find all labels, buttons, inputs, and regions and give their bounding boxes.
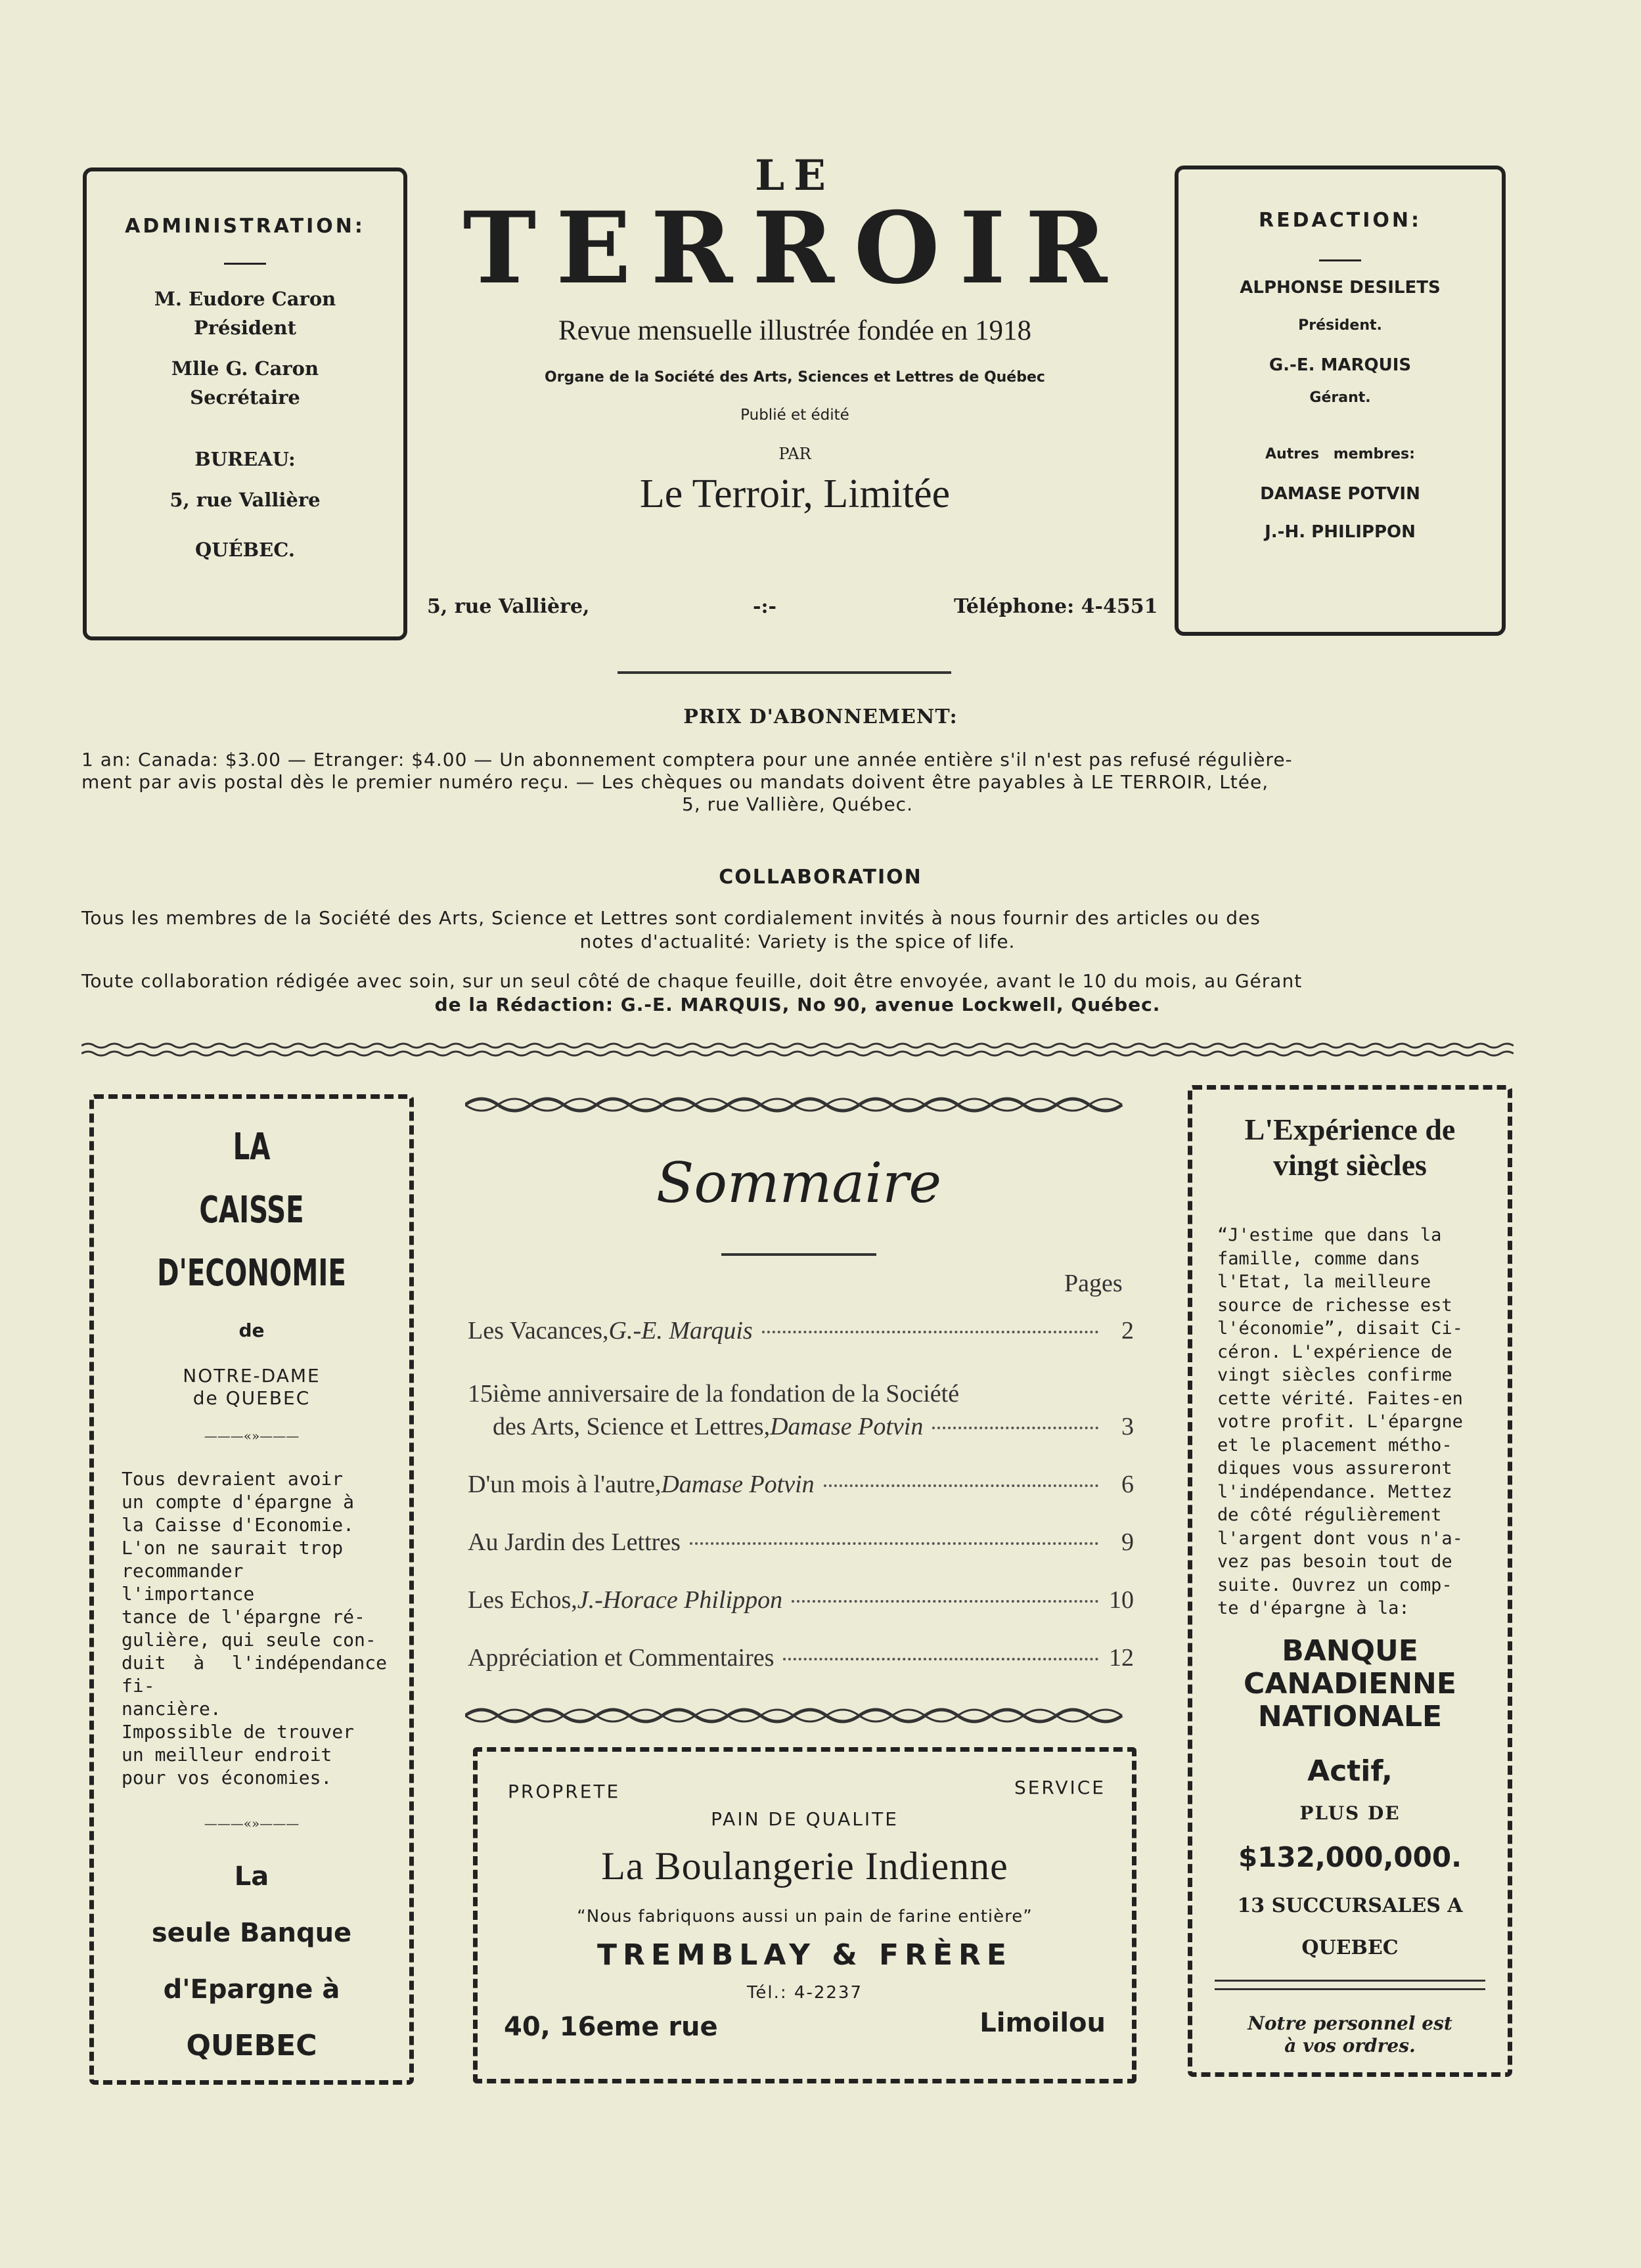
banque-line: vingt siècles confirme — [1217, 1365, 1452, 1385]
banque-rule — [1215, 1980, 1485, 1990]
toc-entry — [468, 1316, 1134, 1345]
section-divider — [81, 1042, 1514, 1061]
boulangerie-city: Limoilou — [979, 2008, 1106, 2038]
admin-name-2: Mlle G. Caron — [171, 357, 319, 380]
banque-line: l'argent dont vous n'a- — [1217, 1528, 1463, 1549]
caisse-line: Impossible de trouver — [122, 1721, 355, 1743]
caisse-title-economie: D'ECONOMIE — [157, 1252, 346, 1295]
banque-line: vez pas besoin tout de — [1217, 1551, 1452, 1572]
masthead — [420, 151, 1169, 637]
collaboration-heading: COLLABORATION — [719, 866, 922, 889]
toc-entry — [468, 1643, 1134, 1672]
toc-title: Les Vacances, — [468, 1317, 609, 1345]
toc-page: 10 — [1109, 1586, 1134, 1614]
banque-succursales: 13 SUCCURSALES A — [1237, 1894, 1463, 1917]
collaboration-line-1: Tous les membres de la Société des Arts, Science et Lettres sont cordialement invités à nous fournir des articles ou des — [81, 907, 1261, 929]
header-rule — [618, 671, 951, 674]
sommaire-rule — [721, 1253, 876, 1256]
toc-title: Les Echos, — [468, 1586, 577, 1614]
bureau-address: 5, rue Vallière — [169, 489, 321, 511]
collaboration-line-2: notes d'actualité: Variety is the spice of life. — [579, 931, 1016, 952]
banque-name-1: BANQUE — [1282, 1634, 1418, 1668]
redaction-heading: REDACTION: — [1259, 209, 1422, 232]
chain-ornament — [465, 1093, 1133, 1117]
abonnement-line-2: ment par avis postal dès le premier numéro reçu. — Les chèques ou mandats doivent être payables à LE TERROIR, Ltée, — [81, 771, 1269, 793]
banque-line: votre profit. L'épargne — [1217, 1412, 1463, 1432]
masthead-address-line — [427, 595, 1163, 628]
redaction-role-2: Gérant. — [1309, 389, 1371, 406]
toc-title: 15ième anniversaire de la fondation de la Société — [468, 1380, 960, 1408]
caisse-line: L'on ne saurait trop — [122, 1537, 344, 1559]
redaction-name-3: DAMASE POTVIN — [1260, 484, 1420, 504]
masthead-par: PAR — [778, 445, 811, 463]
admin-name-1: M. Eudore Caron — [154, 288, 336, 310]
masthead-publisher: Le Terroir, Limitée — [639, 472, 951, 516]
collaboration-line-3: Toute collaboration rédigée avec soin, sur un seul côté de chaque feuille, doit être envoyée, avant le 10 du mois, au Gérant — [81, 970, 1303, 992]
banque-line: l'économie”, disait Ci- — [1217, 1318, 1463, 1339]
boulangerie-ad — [473, 1747, 1136, 2083]
banque-line: famille, comme dans — [1217, 1248, 1420, 1269]
caisse-la: La — [234, 1861, 269, 1892]
caisse-line: duit à l'indépendance fi- — [122, 1652, 387, 1697]
collaboration-line-4: de la Rédaction: G.-E. MARQUIS, No 90, avenue Lockwell, Québec. — [434, 994, 1161, 1015]
redaction-role-1: Président. — [1298, 317, 1382, 334]
sommaire-pages-label: Pages — [1064, 1270, 1123, 1297]
banque-ad — [1188, 1085, 1512, 2077]
toc-leader — [690, 1542, 1098, 1545]
toc-title: D'un mois à l'autre, — [468, 1471, 662, 1498]
administration-box — [83, 167, 407, 640]
divider — [224, 263, 266, 265]
caisse-seule-banque: seule Banque — [151, 1918, 352, 1948]
toc-page: 3 — [1121, 1413, 1134, 1440]
collaboration-text — [81, 906, 1514, 1017]
admin-role-2: Secrétaire — [190, 386, 300, 409]
toc-title: Appréciation et Commentaires — [468, 1644, 775, 1672]
toc-author: Damase Potvin — [770, 1413, 924, 1440]
caisse-line: nancière. — [122, 1698, 221, 1720]
caisse-line: la Caisse d'Economie. — [122, 1514, 355, 1536]
caisse-ad — [89, 1094, 414, 2085]
masthead-address: 5, rue Vallière, — [427, 595, 590, 618]
toc-entry — [468, 1379, 1134, 1441]
boulangerie-slogan: “Nous fabriquons aussi un pain de farine entière” — [577, 1907, 1033, 1926]
toc-leader — [824, 1484, 1098, 1487]
banque-actif: Actif, — [1307, 1754, 1393, 1788]
toc-page: 9 — [1121, 1528, 1134, 1556]
banque-line: “J'estime que dans la — [1217, 1225, 1442, 1245]
toc-page: 2 — [1121, 1317, 1134, 1345]
redaction-autres: Autres membres: — [1265, 446, 1415, 462]
abonnement-line-1: 1 an: Canada: $3.00 — Etranger: $4.00 — Un abonnement comptera pour une année entière s'il n'est pas refusé régulière- — [81, 749, 1293, 770]
toc-author: J.-Horace Philippon — [577, 1586, 783, 1614]
toc-leader — [783, 1658, 1098, 1660]
administration-heading: ADMINISTRATION: — [125, 215, 365, 238]
caisse-title-caisse: CAISSE — [199, 1189, 304, 1232]
banque-line: te d'épargne à la: — [1217, 1598, 1410, 1618]
banque-body — [1217, 1224, 1485, 1620]
banque-line: cette vérité. Faites-en — [1217, 1388, 1463, 1409]
caisse-de-quebec: de QUEBEC — [192, 1387, 311, 1409]
banque-foot-1: Notre personnel est — [1248, 2012, 1452, 2034]
caisse-line: un compte d'épargne à — [122, 1491, 355, 1513]
caisse-line: pour vos économies. — [122, 1767, 332, 1789]
bureau-label: BUREAU: — [194, 448, 296, 470]
toc-page: 6 — [1121, 1471, 1134, 1498]
masthead-title: TERROIR — [462, 190, 1127, 306]
toc-author: G.-E. Marquis — [608, 1317, 753, 1345]
banque-line: et le placement métho- — [1217, 1434, 1452, 1456]
wavy-rule — [81, 1042, 1514, 1061]
sommaire-bottom-chain — [465, 1704, 1133, 1727]
toc-title: Au Jardin des Lettres — [468, 1528, 681, 1556]
admin-role-1: Président — [193, 317, 297, 339]
masthead-separator: -:- — [753, 595, 776, 618]
masthead-organ: Organe de la Société des Arts, Sciences et Lettres de Québec — [545, 369, 1045, 386]
toc-leader — [932, 1427, 1098, 1429]
caisse-line: gulière, qui seule con- — [122, 1629, 376, 1651]
caisse-notre-dame: NOTRE-DAME — [183, 1365, 321, 1387]
abonnement-text — [81, 749, 1514, 816]
toc-entry — [468, 1528, 1134, 1557]
boulangerie-name: La Boulangerie Indienne — [601, 1844, 1008, 1888]
abonnement-line-3: 5, rue Vallière, Québec. — [682, 793, 913, 815]
boulangerie-service: SERVICE — [1014, 1777, 1106, 1798]
sommaire-title: Sommaire — [656, 1151, 942, 1215]
caisse-line: Tous devraient avoir — [122, 1468, 344, 1490]
banque-quebec: QUEBEC — [1301, 1936, 1399, 1959]
banque-line: l'Etat, la meilleure — [1217, 1272, 1431, 1292]
caisse-de: de — [238, 1320, 265, 1341]
caisse-quebec: QUEBEC — [186, 2029, 317, 2062]
abonnement-heading: PRIX D'ABONNEMENT: — [683, 705, 958, 728]
ornament: ———«»——— — [204, 1428, 300, 1444]
sommaire-top-chain — [465, 1093, 1133, 1117]
toc-leader — [792, 1600, 1098, 1603]
redaction-box — [1175, 166, 1506, 636]
bureau-city: QUÉBEC. — [195, 539, 295, 561]
banque-foot-2: à vos ordres. — [1284, 2034, 1416, 2057]
caisse-line: tance de l'épargne ré- — [122, 1606, 365, 1628]
banque-line: l'indépendance. Mettez — [1217, 1481, 1452, 1502]
caisse-line: un meilleur endroit — [122, 1744, 332, 1766]
boulangerie-tel: Tél.: 4-2237 — [746, 1983, 863, 2003]
masthead-publie: Publié et édité — [740, 407, 849, 424]
banque-line: diques vous assureront — [1217, 1458, 1452, 1479]
masthead-phone: Téléphone: 4-4551 — [954, 595, 1158, 618]
banque-line: suite. Ouvrez un comp- — [1217, 1574, 1452, 1595]
toc-author: Damase Potvin — [661, 1471, 815, 1498]
chain-ornament — [465, 1704, 1133, 1727]
banque-title-1: L'Expérience de — [1244, 1113, 1456, 1146]
toc-entry — [468, 1470, 1134, 1499]
divider — [1319, 259, 1361, 261]
masthead-le: LE — [755, 151, 835, 200]
banque-name-3: NATIONALE — [1257, 1699, 1443, 1733]
banque-plus: PLUS DE — [1299, 1802, 1401, 1824]
redaction-name-1: ALPHONSE DESILETS — [1240, 278, 1441, 298]
caisse-body — [122, 1467, 387, 1789]
toc-title: des Arts, Science et Lettres, — [493, 1413, 771, 1440]
caisse-epargne: d'Epargne à — [163, 1974, 340, 2005]
toc-page: 12 — [1109, 1644, 1134, 1672]
banque-name-2: CANADIENNE — [1244, 1666, 1456, 1701]
boulangerie-owner: TREMBLAY & FRÈRE — [597, 1938, 1012, 1972]
boulangerie-proprete: PROPRETE — [508, 1781, 621, 1802]
masthead-subtitle: Revue mensuelle illustrée fondée en 1918 — [558, 315, 1032, 346]
redaction-name-2: G.-E. MARQUIS — [1269, 355, 1412, 375]
banque-line: source de richesse est — [1217, 1295, 1452, 1316]
ornament: ———«»——— — [204, 1815, 300, 1831]
banque-amount: $132,000,000. — [1238, 1840, 1462, 1873]
boulangerie-address: 40, 16eme rue — [504, 2012, 718, 2042]
toc-entry — [468, 1586, 1134, 1614]
banque-line: céron. L'expérience de — [1217, 1341, 1452, 1362]
banque-line: de côté régulièrement — [1217, 1505, 1442, 1525]
toc-leader — [762, 1331, 1098, 1333]
banque-title-2: vingt siècles — [1273, 1148, 1427, 1182]
caisse-title-la: LA — [233, 1126, 271, 1168]
boulangerie-qualite: PAIN DE QUALITE — [711, 1808, 899, 1830]
caisse-line: recommander l'importance — [122, 1560, 255, 1605]
redaction-name-4: J.-H. PHILIPPON — [1265, 522, 1416, 542]
